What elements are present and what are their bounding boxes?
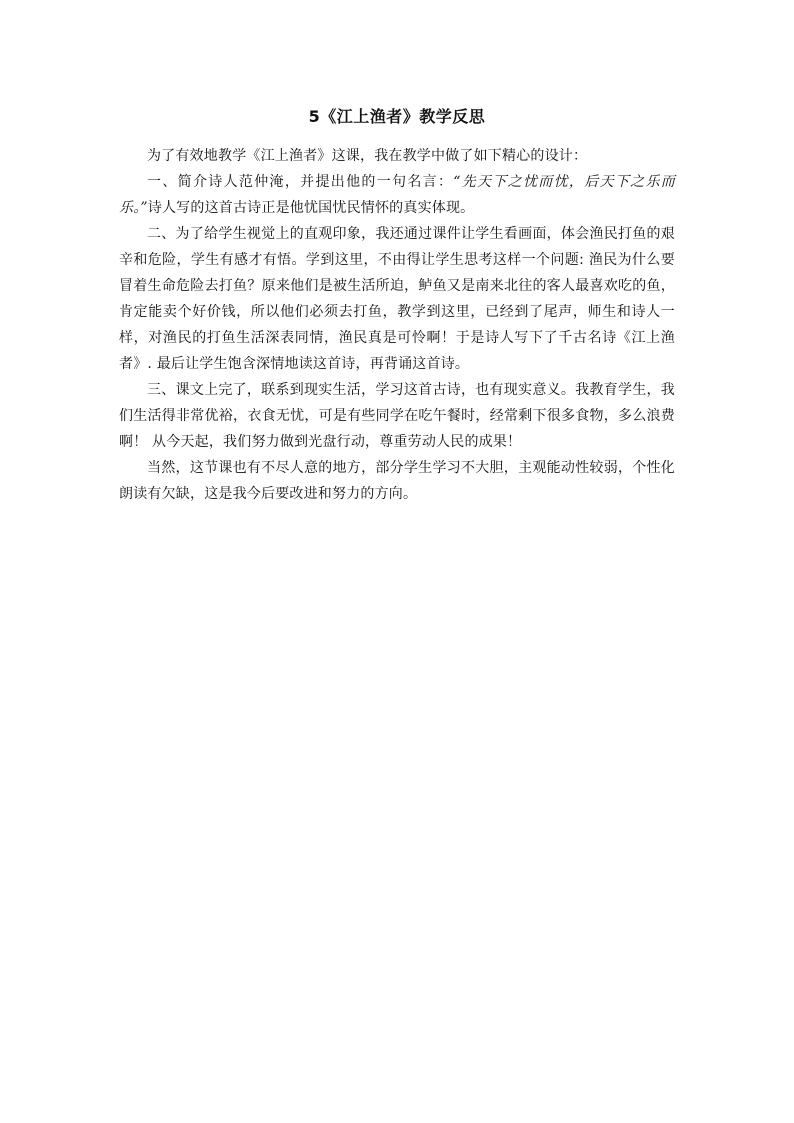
paragraph-shortcomings: 当然，这节课也有不尽人意的地方，部分学生学习不大胆，主观能动性较弱，个性化朗读有欠缺，这是我今后要改进和努力的方向。 — [119, 460, 675, 502]
paragraph-poet-intro — [119, 169, 675, 221]
famous-quote: “先天下之忧而忧，后天下之乐而乐。” — [119, 174, 675, 216]
paragraph-poet-intro-tail: 诗人写的这首古诗正是他忧国忧民情怀的真实体现。 — [147, 200, 475, 216]
paragraph-poet-intro-lead: 一、简介诗人范仲淹，并提出他的一句名言： — [147, 174, 454, 190]
paragraph-intro: 为了有效地教学《江上渔者》这课，我在教学中做了如下精心的设计： — [147, 148, 588, 164]
document-title: 5《江上渔者》教学反思 — [308, 107, 486, 126]
document-body — [119, 143, 675, 507]
paragraph-real-life: 三、课文上完了，联系到现实生活，学习这首古诗，也有现实意义。我教育学生，我们生活得非常优裕，衣食无忧，可是有些同学在吃午餐时，经常剩下很多食物，多么浪费啊！ 从今天起，我们努力做到光盘行动，尊重劳动人民的成果！ — [119, 382, 675, 450]
paragraph-visual-impression: 二、为了给学生视觉上的直观印象，我还通过课件让学生看画面，体会渔民打鱼的艰辛和危险，学生有感才有悟。学到这里，不由得让学生思考这样一个问题: 渔民为什么要冒着生命危险去打鱼？原来他们是被生活所迫，鲈鱼又是南来北往的客人最喜欢吃的鱼，肯定能卖个好价钱，所以他们必须去打鱼，教学到这里，已经到了尾声，师生和诗人一样，对渔民的打鱼生活深表同情，渔民真是可怜啊！于是诗人写下了千古名诗《江上渔者》. 最后让学生饱含深情地读这首诗，再背诵这首诗。 — [119, 226, 675, 372]
